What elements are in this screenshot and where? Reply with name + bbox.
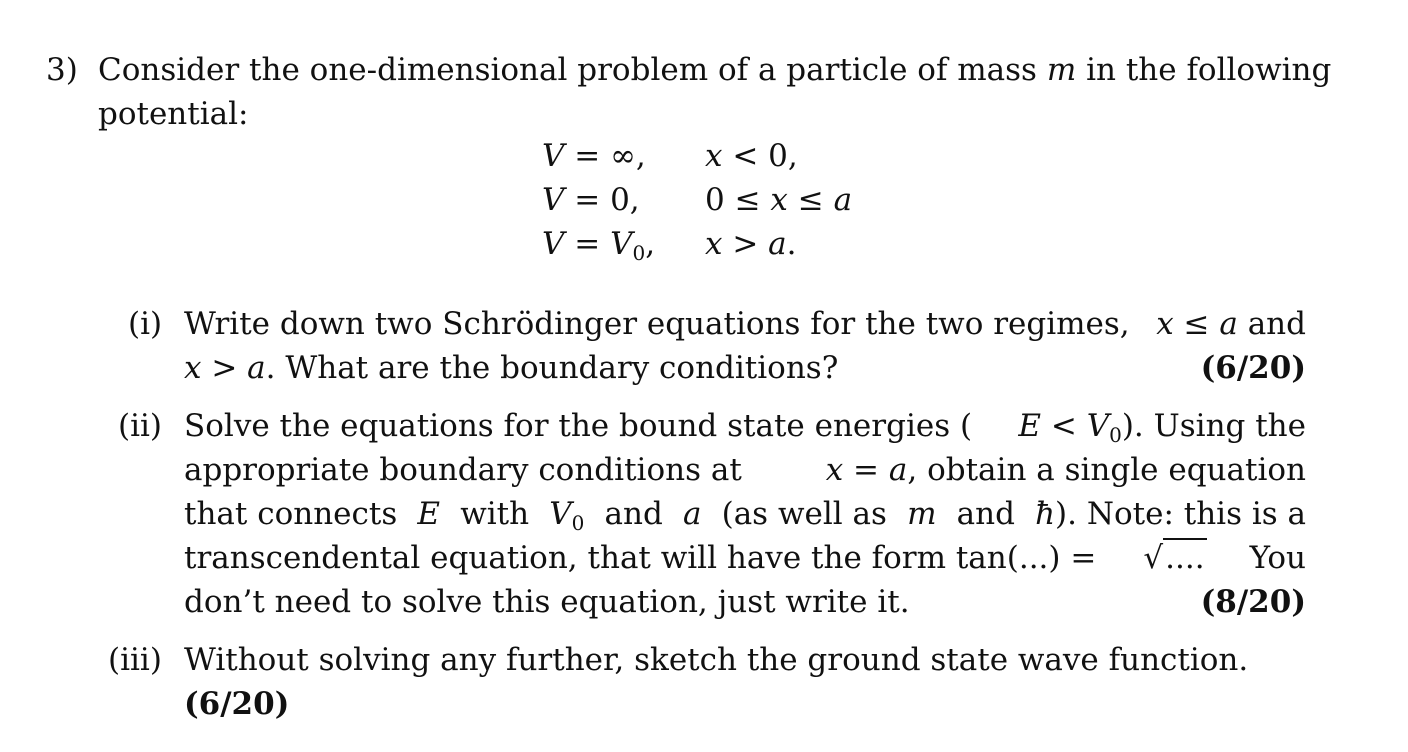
- part-i-line1: Write down two Schrödinger equations for the two regimes, x ≤ a and: [184, 306, 1306, 342]
- part-i-label: (i): [128, 306, 163, 342]
- part-ii-points: (8/20): [1200, 584, 1306, 620]
- part-ii-label: (ii): [118, 408, 163, 444]
- part-ii-line2: appropriate boundary conditions at x = a, obtain a single equation: [184, 452, 1306, 488]
- problem-intro-line2: potential:: [98, 96, 249, 132]
- part-iii-line1: Without solving any further, sketch the ground state wave function.: [184, 642, 1249, 678]
- part-ii-line5: don’t need to solve this equation, just write it. (8/20): [184, 584, 1306, 620]
- problem-number: 3): [46, 52, 78, 88]
- part-iii-points: (6/20): [184, 686, 290, 722]
- potential-row-3-condition: x > a.: [705, 226, 797, 262]
- part-ii-line4: transcendental equation, that will have the form tan(...) = √.... You: [184, 540, 1306, 576]
- potential-row-2-value: V = 0,: [542, 182, 640, 218]
- part-ii-line1: Solve the equations for the bound state energies ( $E < V_0$). Using the: [184, 408, 1306, 447]
- part-i-points: (6/20): [1200, 350, 1306, 386]
- part-iii-label: (iii): [108, 642, 162, 678]
- mass-symbol: m: [1046, 52, 1077, 88]
- sqrt-symbol: √....: [1143, 540, 1205, 576]
- potential-row-1-condition: x < 0,: [705, 138, 798, 174]
- problem-intro-line1: Consider the one-dimensional problem of a particle of mass m in the following: [98, 52, 1332, 88]
- part-ii-line3: that connects E with $V_0$ and a (as well as m and ħ). Note: this is a: [184, 496, 1306, 535]
- part-i-line2: x > a. What are the boundary conditions? (6/20): [184, 350, 1306, 386]
- potential-row-2-condition: 0 ≤ x ≤ a: [705, 182, 853, 218]
- potential-row-3-value: $V = V_0$,: [542, 226, 656, 265]
- potential-row-1-value: V = ∞,: [542, 138, 646, 174]
